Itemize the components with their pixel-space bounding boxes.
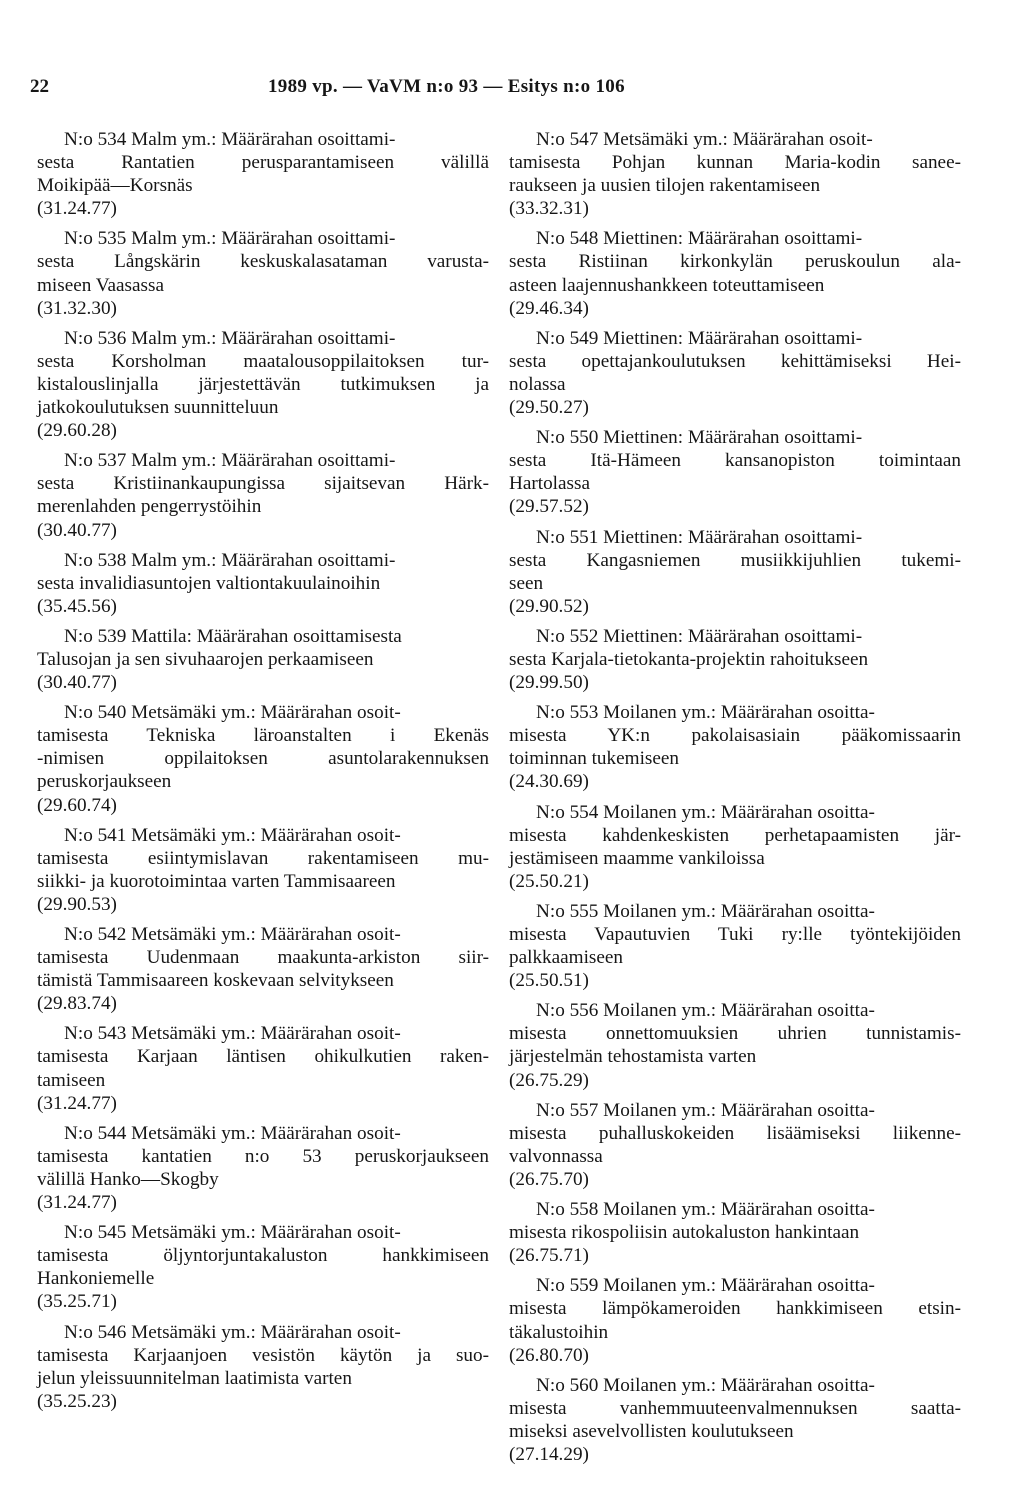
left-column xyxy=(37,128,489,1420)
motion-heading-line: N:o 558 Moilanen ym.: Määrärahan osoitta- xyxy=(536,1199,875,1221)
motion-heading-line: N:o 552 Miettinen: Määrärahan osoittami- xyxy=(536,625,863,647)
budget-item-code: (26.75.71) xyxy=(509,1245,589,1267)
motion-text-line: sesta Ristiinan kirkonkylän peruskoulun ala- xyxy=(509,251,961,273)
right-column xyxy=(509,128,961,1473)
motion-entry xyxy=(509,801,961,893)
motion-heading-line: N:o 540 Metsämäki ym.: Määrärahan osoit- xyxy=(64,702,401,724)
motion-heading-line: N:o 559 Moilanen ym.: Määrärahan osoitta- xyxy=(536,1275,875,1297)
running-header: 1989 vp. — VaVM n:o 93 — Esitys n:o 106 xyxy=(268,76,625,97)
motion-entry xyxy=(509,1374,961,1466)
motion-text-line: sesta Karjala-tietokanta-projektin rahoitukseen xyxy=(509,648,869,670)
budget-item-code: (25.50.21) xyxy=(509,870,589,892)
motion-text-line: tamisesta Uudenmaan maakunta-arkiston siir- xyxy=(37,947,489,969)
motion-text-line: tamiseen xyxy=(37,1069,106,1091)
motion-text-line: tamisesta öljyntorjuntakaluston hankkimiseen xyxy=(37,1245,489,1267)
budget-item-code: (35.25.23) xyxy=(37,1390,117,1412)
motion-text-line: palkkaamiseen xyxy=(509,947,624,969)
motion-heading-line: N:o 545 Metsämäki ym.: Määrärahan osoit- xyxy=(64,1222,401,1244)
motion-text-line: tämistä Tammisaareen koskevaan selvitykseen xyxy=(37,970,394,992)
budget-item-code: (35.25.71) xyxy=(37,1291,117,1313)
motion-text-line: sesta Kristiinankaupungissa sijaitsevan Härk- xyxy=(37,473,489,495)
motion-entry xyxy=(37,701,489,816)
motion-text-line: sesta opettajankoulutuksen kehittämiseksi Hei- xyxy=(509,350,961,372)
budget-item-code: (29.99.50) xyxy=(509,672,589,694)
motion-entry xyxy=(37,1122,489,1214)
motion-entry xyxy=(37,625,489,694)
motion-entry xyxy=(509,1274,961,1366)
motion-heading-line: N:o 555 Moilanen ym.: Määrärahan osoitta- xyxy=(536,900,875,922)
budget-item-code: (24.30.69) xyxy=(509,771,589,793)
budget-item-code: (29.90.52) xyxy=(509,595,589,617)
motion-text-line: misesta kahdenkeskisten perhetapaamisten jär- xyxy=(509,824,961,846)
motion-text-line: Hartolassa xyxy=(509,473,590,495)
motion-heading-line: N:o 542 Metsämäki ym.: Määrärahan osoit- xyxy=(64,924,401,945)
motion-text-line: toiminnan tukemiseen xyxy=(509,748,679,770)
budget-item-code: (33.32.31) xyxy=(509,198,589,220)
motion-entry xyxy=(509,1198,961,1267)
motion-text-line: jestämiseen maamme vankiloissa xyxy=(509,847,765,869)
budget-item-code: (29.90.53) xyxy=(37,893,117,915)
motion-text-line: misesta puhalluskokeiden lisäämiseksi liikenne- xyxy=(509,1122,961,1144)
motion-text-line: Talusojan ja sen sivuhaarojen perkaamiseen xyxy=(37,648,374,670)
motion-entry xyxy=(37,227,489,319)
motion-entry xyxy=(37,824,489,916)
motion-entry xyxy=(509,625,961,694)
motion-text-line: misesta YK:n pakolaisasiain pääkomissaarin xyxy=(509,725,961,747)
motion-heading-line: N:o 556 Moilanen ym.: Määrärahan osoitta- xyxy=(536,1000,875,1022)
motion-entry xyxy=(509,999,961,1091)
motion-entry xyxy=(37,1221,489,1313)
motion-text-line: tamisesta Pohjan kunnan Maria-kodin sanee- xyxy=(509,152,961,174)
motion-heading-line: N:o 546 Metsämäki ym.: Määrärahan osoit- xyxy=(64,1321,401,1343)
budget-item-code: (29.57.52) xyxy=(509,496,589,518)
motion-entry xyxy=(509,227,961,319)
budget-item-code: (26.75.29) xyxy=(509,1069,589,1091)
budget-item-code: (35.45.56) xyxy=(37,595,117,617)
motion-text-line: tamisesta kantatien n:o 53 peruskorjaukseen xyxy=(37,1145,489,1167)
motion-text-line: jatkokoulutuksen suunnitteluun xyxy=(37,397,279,419)
motion-text-line: Moikipää—Korsnäs xyxy=(37,175,193,197)
budget-item-code: (26.75.70) xyxy=(509,1168,589,1190)
motion-heading-line: N:o 548 Miettinen: Määrärahan osoittami- xyxy=(536,228,863,250)
motion-entry xyxy=(37,1022,489,1114)
motion-text-line: misesta Vapautuvien Tuki ry:lle työntekijöiden xyxy=(509,924,961,945)
page-number: 22 xyxy=(30,76,49,97)
motion-text-line: kistalouslinjalla järjestettävän tutkimuksen ja xyxy=(37,373,489,395)
motion-entry xyxy=(37,128,489,220)
budget-item-code: (25.50.51) xyxy=(509,970,589,992)
motion-text-line: järjestelmän tehostamista varten xyxy=(509,1046,757,1068)
motion-text-line: sesta Långskärin keskuskalasataman varusta- xyxy=(37,251,489,273)
motion-text-line: tamisesta esiintymislavan rakentamiseen mu- xyxy=(37,847,489,869)
motion-heading-line: N:o 557 Moilanen ym.: Määrärahan osoitta- xyxy=(536,1099,875,1121)
motion-text-line: sesta Itä-Hämeen kansanopiston toimintaan xyxy=(509,450,961,472)
motion-entry xyxy=(37,327,489,442)
motion-heading-line: N:o 538 Malm ym.: Määrärahan osoittami- xyxy=(64,549,396,571)
budget-item-code: (29.83.74) xyxy=(37,993,117,1015)
motion-text-line: misesta vanhemmuuteenvalmennuksen saatta- xyxy=(509,1397,961,1419)
motion-text-line: -nimisen oppilaitoksen asuntolarakennuksen xyxy=(37,748,489,770)
motion-text-line: miseksi asevelvollisten koulutukseen xyxy=(509,1420,794,1442)
motion-text-line: misesta onnettomuuksien uhrien tunnistamis- xyxy=(509,1023,961,1045)
motion-entry xyxy=(37,1321,489,1413)
motion-heading-line: N:o 537 Malm ym.: Määrärahan osoittami- xyxy=(64,450,396,472)
motion-heading-line: N:o 543 Metsämäki ym.: Määrärahan osoit- xyxy=(64,1023,401,1045)
motion-text-line: siikki- ja kuorotoimintaa varten Tammisaareen xyxy=(37,870,396,892)
motion-heading-line: N:o 550 Miettinen: Määrärahan osoittami- xyxy=(536,427,863,449)
motion-entry xyxy=(37,549,489,618)
motion-heading-line: N:o 539 Mattila: Määrärahan osoittamisesta xyxy=(64,625,402,647)
motion-heading-line: N:o 560 Moilanen ym.: Määrärahan osoitta- xyxy=(536,1374,875,1396)
budget-item-code: (29.60.28) xyxy=(37,420,117,442)
motion-text-line: peruskorjaukseen xyxy=(37,771,172,793)
motion-entry xyxy=(509,128,961,220)
motion-text-line: välillä Hanko—Skogby xyxy=(37,1168,219,1190)
motion-heading-line: N:o 541 Metsämäki ym.: Määrärahan osoit- xyxy=(64,824,401,846)
motion-entry xyxy=(509,426,961,518)
motion-heading-line: N:o 544 Metsämäki ym.: Määrärahan osoit- xyxy=(64,1122,401,1144)
motion-text-line: tamisesta Karjaan läntisen ohikulkutien raken- xyxy=(37,1046,489,1068)
motion-text-line: raukseen ja uusien tilojen rakentamiseen xyxy=(509,175,821,197)
budget-item-code: (31.32.30) xyxy=(37,297,117,319)
motion-heading-line: N:o 553 Moilanen ym.: Määrärahan osoitta- xyxy=(536,702,875,724)
motion-heading-line: N:o 535 Malm ym.: Määrärahan osoittami- xyxy=(64,228,396,250)
motion-entry xyxy=(509,701,961,793)
budget-item-code: (31.24.77) xyxy=(37,1192,117,1214)
motion-heading-line: N:o 547 Metsämäki ym.: Määrärahan osoit- xyxy=(536,129,873,150)
budget-item-code: (26.80.70) xyxy=(509,1344,589,1366)
motion-text-line: sesta invalidiasuntojen valtiontakuulainoihin xyxy=(37,572,381,594)
motion-heading-line: N:o 534 Malm ym.: Määrärahan osoittami- xyxy=(64,129,396,150)
motion-text-line: miseen Vaasassa xyxy=(37,274,164,296)
budget-item-code: (31.24.77) xyxy=(37,1092,117,1114)
budget-item-code: (29.50.27) xyxy=(509,397,589,419)
motion-text-line: jelun yleissuunnitelman laatimista varten xyxy=(37,1367,352,1389)
motion-text-line: merenlahden pengerrystöihin xyxy=(37,496,262,518)
motion-text-line: täkalustoihin xyxy=(509,1321,609,1343)
budget-item-code: (31.24.77) xyxy=(37,198,117,220)
motion-text-line: tamisesta Karjaanjoen vesistön käytön ja suo- xyxy=(37,1344,489,1366)
motion-entry xyxy=(509,526,961,618)
motion-text-line: misesta rikospoliisin autokaluston hankintaan xyxy=(509,1222,860,1244)
motion-text-line: sesta Korsholman maatalousoppilaitoksen tur- xyxy=(37,350,489,372)
budget-item-code: (27.14.29) xyxy=(509,1443,589,1465)
budget-item-code: (29.46.34) xyxy=(509,297,589,319)
motion-entry xyxy=(37,449,489,541)
motion-entry xyxy=(509,1099,961,1191)
motion-text-line: asteen laajennushankkeen toteuttamiseen xyxy=(509,274,825,296)
motion-text-line: misesta lämpökameroiden hankkimiseen etsin- xyxy=(509,1298,961,1320)
motion-text-line: valvonnassa xyxy=(509,1145,603,1167)
motion-entry xyxy=(509,900,961,992)
motion-heading-line: N:o 551 Miettinen: Määrärahan osoittami- xyxy=(536,526,863,548)
budget-item-code: (30.40.77) xyxy=(37,519,117,541)
motion-heading-line: N:o 554 Moilanen ym.: Määrärahan osoitta- xyxy=(536,801,875,823)
motion-text-line: seen xyxy=(509,572,544,594)
motion-heading-line: N:o 536 Malm ym.: Määrärahan osoittami- xyxy=(64,327,396,349)
motion-text-line: tamisesta Tekniska läroanstalten i Ekenäs xyxy=(37,725,489,747)
motion-text-line: nolassa xyxy=(509,373,566,395)
motion-entry xyxy=(509,327,961,419)
budget-item-code: (30.40.77) xyxy=(37,672,117,694)
motion-text-line: sesta Rantatien perusparantamiseen välillä xyxy=(37,152,489,174)
budget-item-code: (29.60.74) xyxy=(37,794,117,816)
motion-entry xyxy=(37,923,489,1015)
motion-text-line: sesta Kangasniemen musiikkijuhlien tukemi- xyxy=(509,549,961,571)
motion-text-line: Hankoniemelle xyxy=(37,1268,155,1290)
motion-heading-line: N:o 549 Miettinen: Määrärahan osoittami- xyxy=(536,327,863,349)
